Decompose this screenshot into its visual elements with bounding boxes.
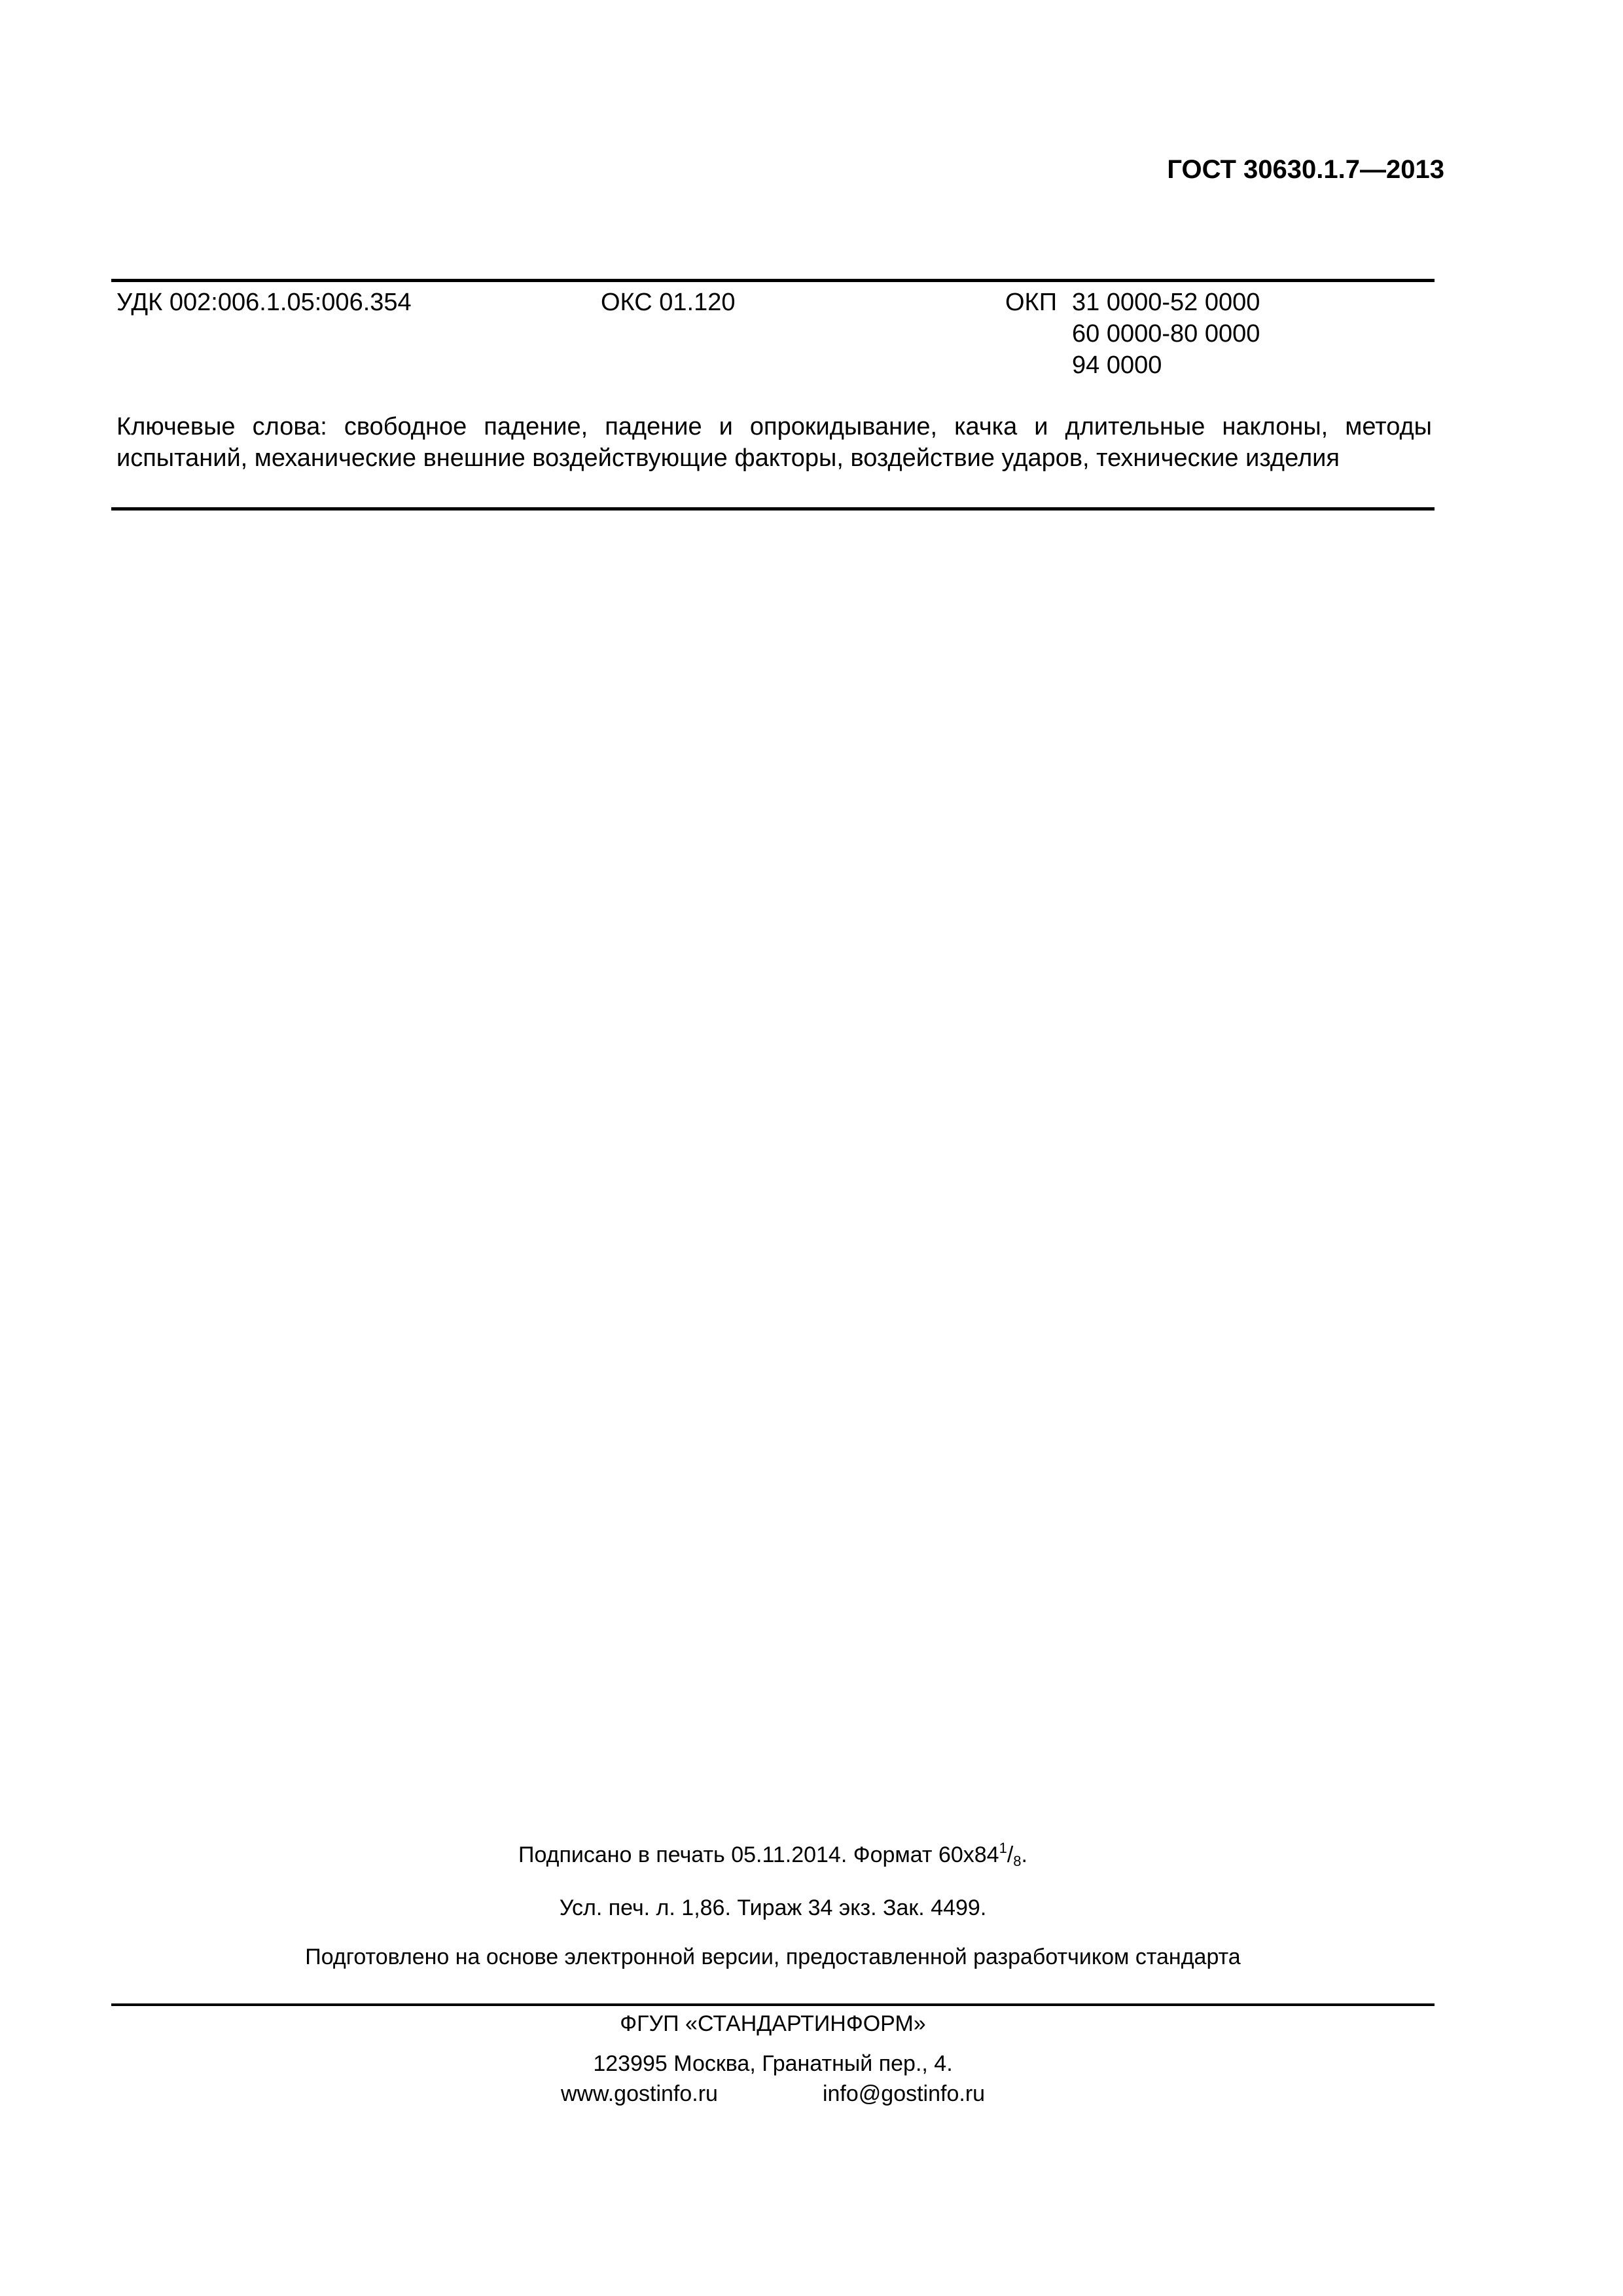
keywords-paragraph: Ключевые слова: свободное падение, падение и опрокидывание, качка и длительные наклоны, методы испытаний, механические внешние воздействующие факторы, воздействие ударов, технические изделия [116,413,1432,472]
document-code: ГОСТ 30630.1.7—2013 [1167,155,1444,184]
signed-for-print-line [111,1840,1435,1869]
okp-code: 60 0000-80 0000 [1072,320,1260,348]
okp-code: 94 0000 [1072,351,1162,379]
format-numerator: 1 [999,1840,1007,1856]
publisher-name: ФГУП «СТАНДАРТИНФОРМ» [620,2011,926,2036]
website-link[interactable]: www.gostinfo.ru [560,2081,718,2106]
format-denominator: 8 [1013,1853,1022,1869]
email-link[interactable]: info@gostinfo.ru [822,2081,986,2106]
signed-for-print-text: Подписано в печать 05.11.2014. Формат 60x84 [518,1842,999,1867]
middle-divider [111,507,1435,511]
bottom-divider [111,2003,1435,2006]
publisher-address: 123995 Москва, Гранатный пер., 4. [593,2051,953,2076]
oks-code: ОКС 01.120 [601,289,736,316]
print-info-line: Усл. печ. л. 1,86. Тираж 34 экз. Зак. 4499. [559,1895,987,1920]
prepared-note-line: Подготовлено на основе электронной версии, предоставленной разработчиком стандарта [305,1945,1241,1969]
publisher-contacts [111,2079,1435,2108]
okp-code-list [1072,287,1260,381]
classification-row [116,287,1432,385]
format-end: . [1021,1842,1027,1867]
format-slash: / [1007,1842,1014,1867]
top-divider [111,279,1435,282]
okp-code: 31 0000-52 0000 [1072,289,1260,316]
okp-label: ОКП [1005,289,1058,316]
udk-code: УДК 002:006.1.05:006.354 [116,289,412,316]
